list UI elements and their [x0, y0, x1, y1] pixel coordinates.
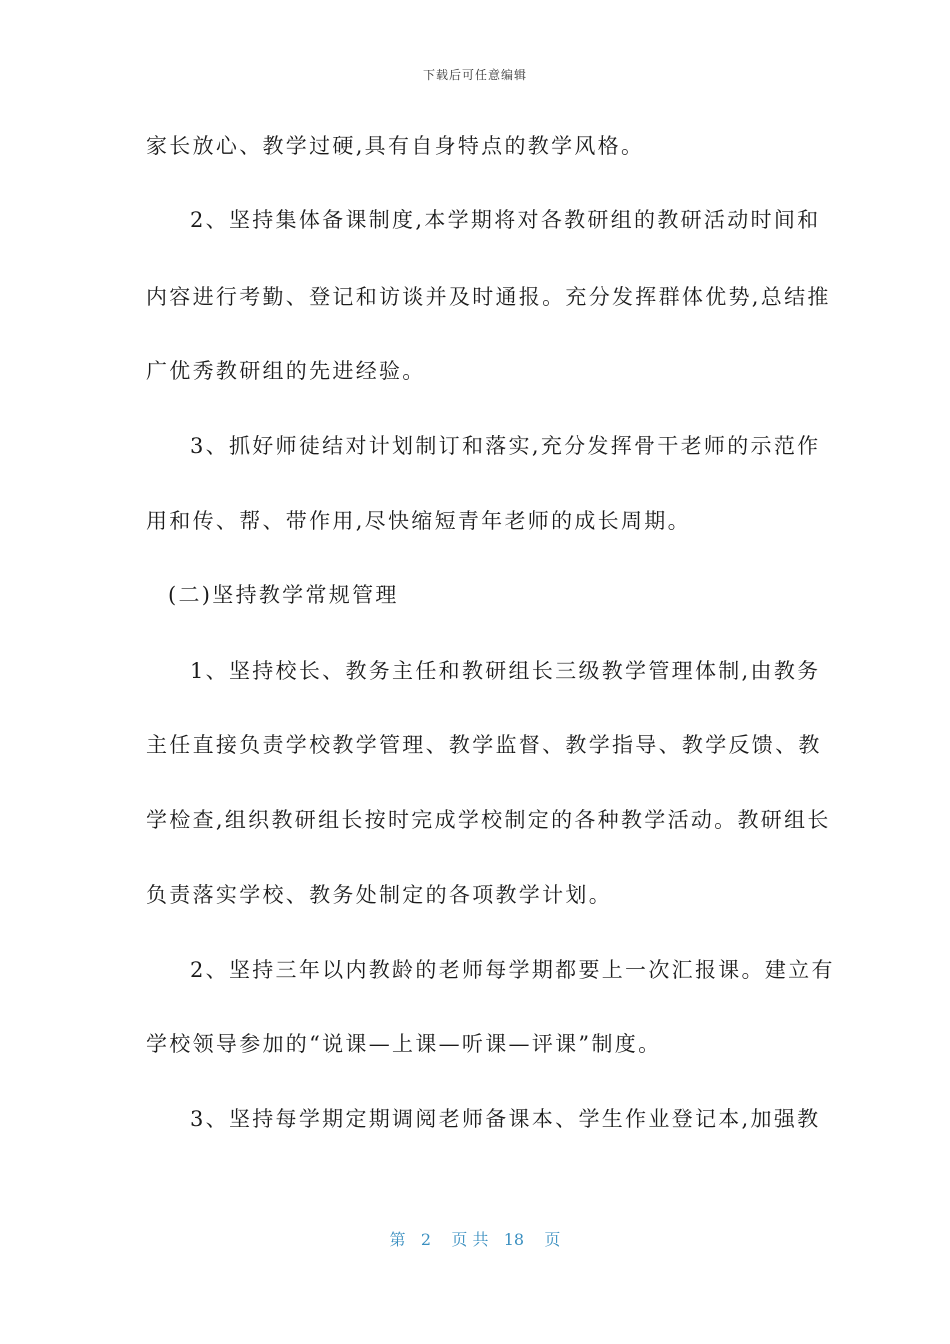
- footer-suffix: 页: [544, 1230, 561, 1249]
- text-line: 1、坚持校长、教务主任和教研组长三级教学管理体制,由教务: [190, 659, 821, 683]
- text-line: 内容进行考勤、登记和访谈并及时通报。充分发挥群体优势,总结推: [146, 285, 831, 309]
- text-line: 3、坚持每学期定期调阅老师备课本、学生作业登记本,加强教: [190, 1107, 821, 1131]
- footer-middle: 页 共: [451, 1230, 489, 1249]
- footer-total-pages: 18: [503, 1230, 525, 1249]
- text-line: 主任直接负责学校教学管理、教学监督、教学指导、教学反馈、教: [146, 733, 822, 757]
- footer-prefix: 第: [389, 1230, 406, 1249]
- text-line: 学校领导参加的“说课—上课—听课—评课”制度。: [146, 1032, 662, 1056]
- page-footer: [0, 1227, 950, 1250]
- text-line: 学检查,组织教研组长按时完成学校制定的各种教学活动。教研组长: [146, 808, 831, 832]
- footer-page-number: 2: [420, 1230, 432, 1249]
- text-line: 3、抓好师徒结对计划制订和落实,充分发挥骨干老师的示范作: [190, 434, 821, 458]
- header-note: 下载后可任意编辑: [422, 68, 527, 82]
- text-line: 负责落实学校、教务处制定的各项教学计划。: [146, 883, 612, 907]
- text-line: 2、坚持集体备课制度,本学期将对各教研组的教研活动时间和: [190, 208, 821, 232]
- text-line: 2、坚持三年以内教龄的老师每学期都要上一次汇报课。建立有: [190, 958, 835, 982]
- text-line: 家长放心、教学过硬,具有自身特点的教学风格。: [146, 134, 645, 158]
- section-heading: (二)坚持教学常规管理: [168, 583, 399, 607]
- text-line: 广优秀教研组的先进经验。: [146, 359, 426, 383]
- text-line: 用和传、帮、带作用,尽快缩短青年老师的成长周期。: [146, 509, 691, 533]
